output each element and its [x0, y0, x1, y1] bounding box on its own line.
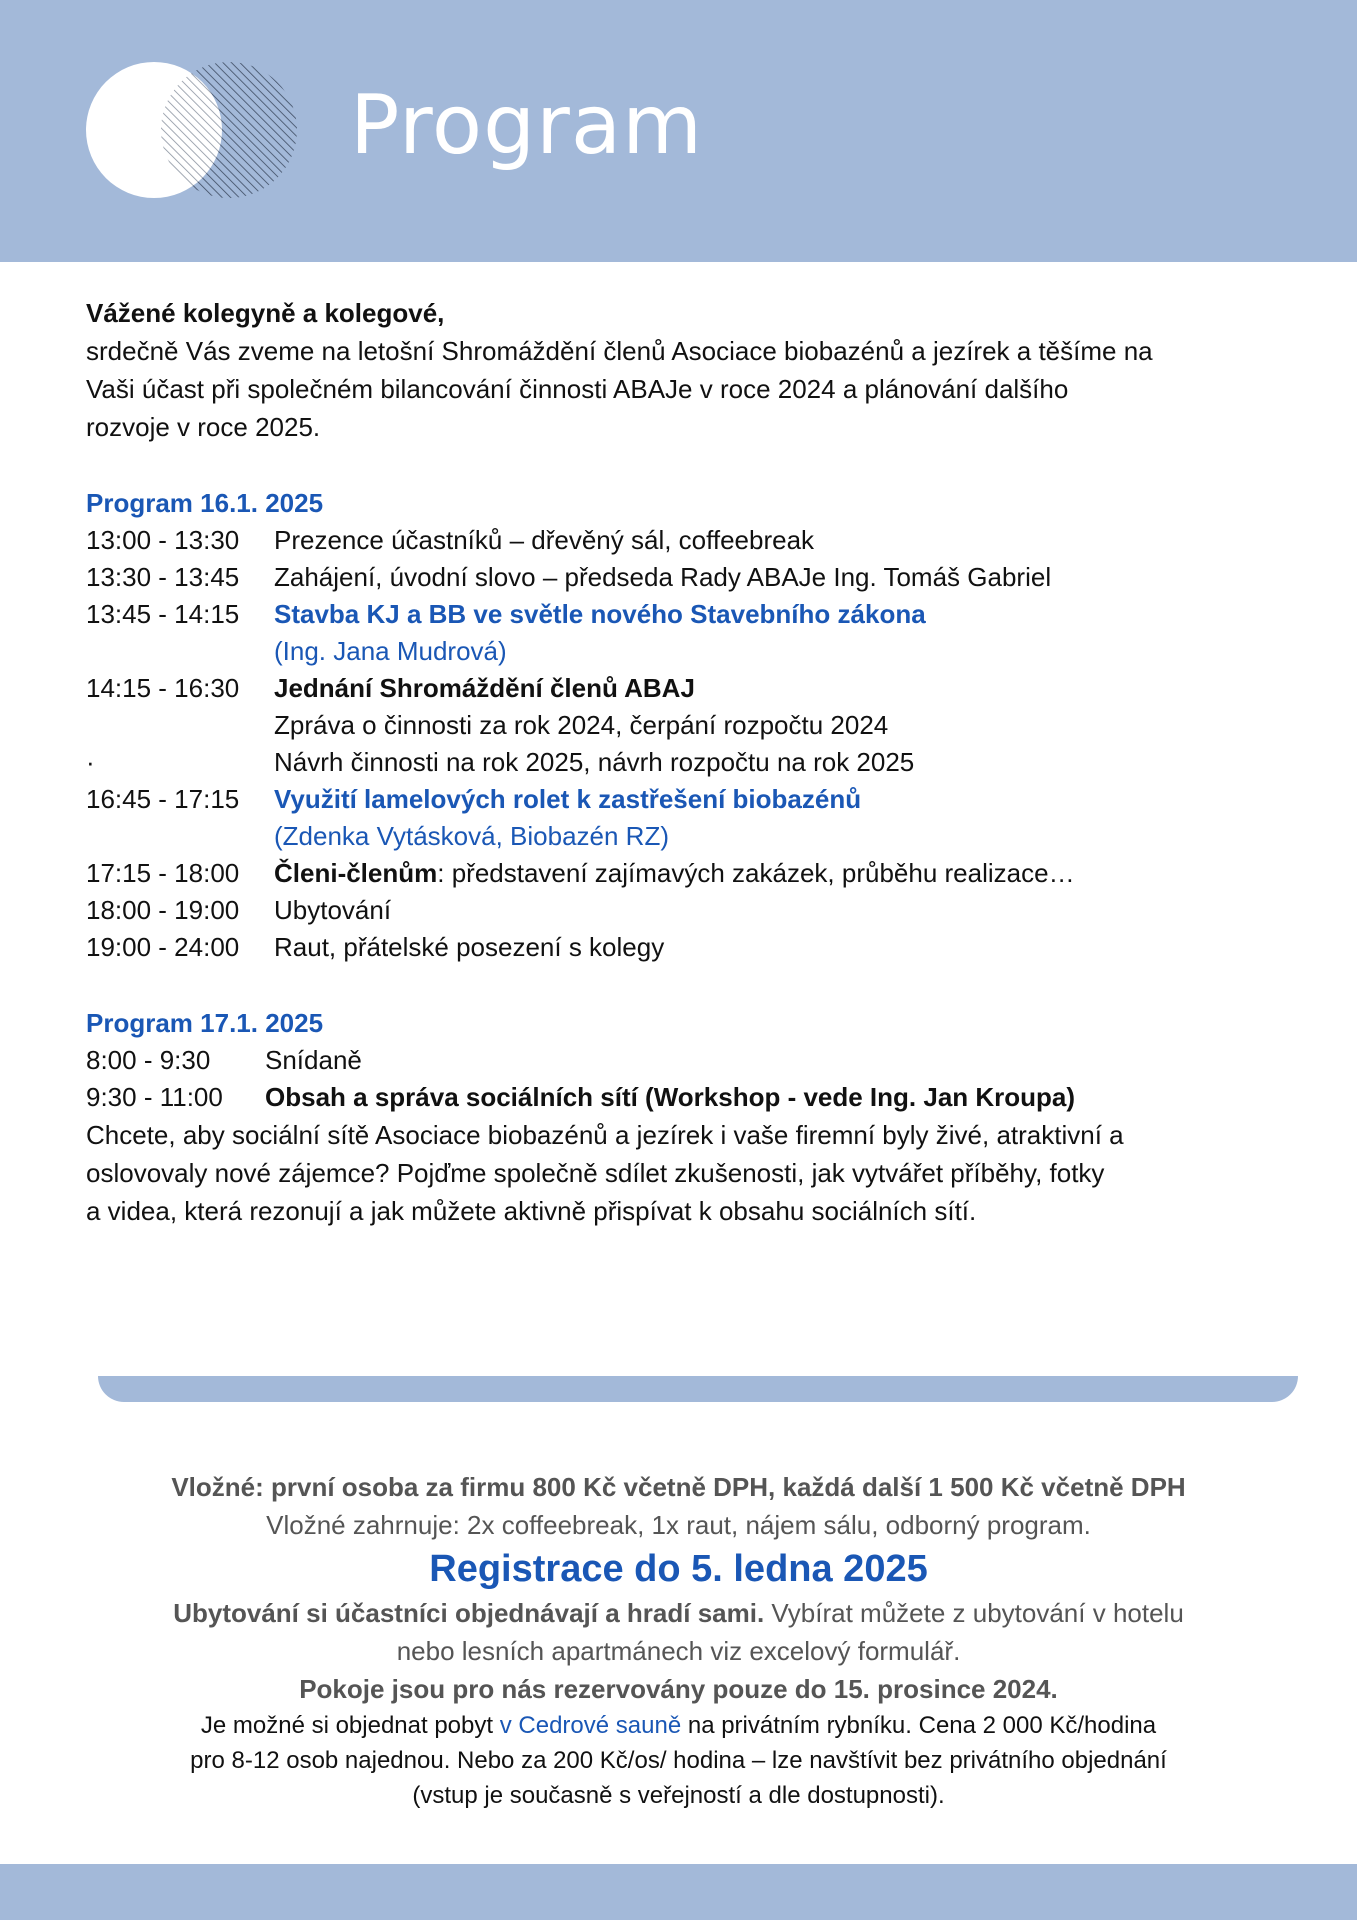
schedule-row: [86, 1079, 1286, 1116]
schedule-row: [86, 818, 1286, 855]
sauna-text: Je možné si objednat pobyt: [200, 1712, 500, 1739]
sauna-line: (vstup je současně s veřejností a dle dostupnosti).: [412, 1782, 945, 1809]
schedule-row: [86, 707, 1286, 744]
footer-info: [0, 1468, 1357, 1813]
bullet-dot: ·: [86, 747, 95, 777]
schedule-time: 8:00 - 9:30: [86, 1045, 211, 1075]
schedule-time: 18:00 - 19:00: [86, 895, 240, 925]
workshop-desc: oslovovaly nové zájemce? Pojďme společně sdílet zkušenosti, jak vytvářet příběhy, fotky: [86, 1158, 1105, 1188]
schedule-text: Raut, přátelské posezení s kolegy: [274, 932, 665, 962]
overlapping-circles-logo: [84, 60, 299, 200]
page-title: Program: [350, 78, 703, 173]
fee-line: Vložné: první osoba za firmu 800 Kč včetně DPH, každá další 1 500 Kč včetně DPH: [171, 1472, 1186, 1502]
schedule-text: Ubytování: [274, 895, 392, 925]
workshop-desc: Chcete, aby sociální sítě Asociace biobazénů a jezírek i vaše firemní byly živé, atraktivní a: [86, 1120, 1124, 1150]
schedule-time: 16:45 - 17:15: [86, 784, 240, 814]
schedule-row: [86, 596, 1286, 633]
schedule-row: [86, 522, 1286, 559]
schedule-text: Stavba KJ a BB ve světle nového Stavebního zákona: [274, 599, 926, 629]
schedule-text: Obsah a správa sociálních sítí (Workshop - vede Ing. Jan Kroupa): [265, 1082, 1076, 1112]
schedule-time: 13:30 - 13:45: [86, 562, 240, 592]
greeting: Vážené kolegyně a kolegové,: [86, 298, 445, 328]
schedule-time: 13:45 - 14:15: [86, 599, 240, 629]
schedule-text: Snídaně: [265, 1045, 362, 1075]
accommodation-bold: Ubytování si účastníci objednávají a hradí sami.: [173, 1598, 765, 1628]
schedule-subtext: Zpráva o činnosti za rok 2024, čerpání rozpočtu 2024: [274, 710, 889, 740]
registration-deadline: Registrace do 5. ledna 2025: [429, 1548, 928, 1590]
schedule-text: Jednání Shromáždění členů ABAJ: [274, 673, 695, 703]
schedule-row: [86, 744, 1286, 781]
accommodation-line: [0, 1594, 1357, 1632]
schedule-text-bold: Členi-členům: [274, 858, 438, 888]
speaker-name: (Ing. Jana Mudrová): [274, 636, 507, 666]
header-band: [0, 0, 1357, 262]
schedule-time: 17:15 - 18:00: [86, 858, 240, 888]
workshop-desc: a videa, která rezonují a jak můžete aktivně přispívat k obsahu sociálních sítí.: [86, 1196, 977, 1226]
schedule-text: Prezence účastníků – dřevěný sál, coffeebreak: [274, 525, 815, 555]
accommodation-line: nebo lesních apartmánech viz excelový formulář.: [396, 1636, 961, 1666]
schedule-row: [86, 559, 1286, 596]
schedule-row: [86, 781, 1286, 818]
schedule-row: [86, 929, 1286, 966]
schedule-text: Zahájení, úvodní slovo – předseda Rady ABAJe Ing. Tomáš Gabriel: [274, 562, 1052, 592]
accommodation-rest: Vybírat můžete z ubytování v hotelu: [764, 1598, 1184, 1628]
schedule-text: [274, 855, 1075, 892]
rooms-deadline: Pokoje jsou pro nás rezervovány pouze do 15. prosince 2024.: [299, 1674, 1058, 1704]
speaker-name: (Zdenka Vytásková, Biobazén RZ): [274, 821, 669, 851]
day2-heading: Program 17.1. 2025: [86, 1008, 324, 1038]
bottom-band: [0, 1864, 1357, 1920]
schedule-row: [86, 855, 1286, 892]
intro-line: rozvoje v roce 2025.: [86, 412, 321, 442]
schedule-time: 13:00 - 13:30: [86, 525, 240, 555]
program-content: [86, 294, 1286, 1230]
schedule-subtext: Návrh činnosti na rok 2025, návrh rozpočtu na rok 2025: [274, 747, 915, 777]
schedule-row: [86, 670, 1286, 707]
schedule-time: 14:15 - 16:30: [86, 673, 240, 703]
schedule-text-rest: : představení zajímavých zakázek, průběhu realizace…: [437, 858, 1075, 888]
sauna-line: pro 8-12 osob najednou. Nebo za 200 Kč/os/ hodina – lze navštívit bez privátního objednání: [190, 1747, 1167, 1774]
schedule-row: [86, 1042, 1286, 1079]
schedule-time: 9:30 - 11:00: [86, 1082, 223, 1112]
sauna-link[interactable]: v Cedrové sauně: [499, 1712, 682, 1739]
schedule-time: 19:00 - 24:00: [86, 932, 240, 962]
schedule-text: Využití lamelových rolet k zastřešení biobazénů: [274, 784, 862, 814]
intro-line: Vaši účast při společném bilancování činnosti ABAJe v roce 2024 a plánování dalšího: [86, 374, 1069, 404]
fee-includes-line: Vložné zahrnuje: 2x coffeebreak, 1x raut, nájem sálu, odborný program.: [266, 1510, 1091, 1540]
schedule-row: [86, 633, 1286, 670]
intro-line: srdečně Vás zveme na letošní Shromáždění členů Asociace biobazénů a jezírek a těšíme na: [86, 336, 1153, 366]
section-divider: [98, 1376, 1298, 1402]
schedule-row: [86, 892, 1286, 929]
sauna-line: [0, 1708, 1357, 1743]
day1-heading: Program 16.1. 2025: [86, 488, 324, 518]
sauna-text: na privátním rybníku. Cena 2 000 Kč/hodina: [681, 1712, 1157, 1739]
